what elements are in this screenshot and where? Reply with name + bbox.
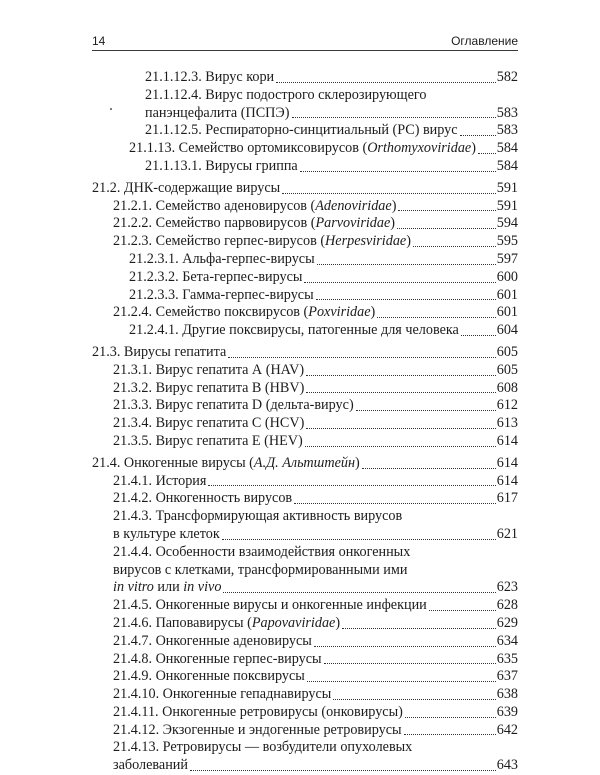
- dot-leader: [307, 681, 496, 682]
- dot-leader: [460, 135, 496, 136]
- entry-text: 21.2.1. Семейство аденовирусов (: [113, 197, 316, 214]
- toc-entry-title: [113, 597, 427, 615]
- toc-entry-title: [113, 490, 292, 508]
- dot-leader: [222, 539, 496, 540]
- dot-leader: [208, 485, 495, 486]
- entry-text: 21.4.8. Онкогенные герпес-вирусы: [113, 650, 322, 667]
- entry-text: 21.2.3.1. Альфа-герпес-вирусы: [129, 250, 315, 267]
- entry-text: 21.4.6. Паповавирусы (: [113, 614, 252, 631]
- entry-text: 21.4.11. Онкогенные ретровирусы (онковирусы): [113, 703, 403, 720]
- toc-entry-title: [113, 704, 403, 722]
- page-number-ref: 594: [496, 215, 518, 232]
- entry-text: 21.3. Вирусы гепатита: [92, 343, 227, 360]
- dot-leader: [377, 317, 495, 318]
- page-number-ref: 608: [496, 379, 518, 396]
- dot-leader: [397, 228, 496, 229]
- entry-italic-text: Parvoviridae: [315, 215, 391, 232]
- toc-entry: [92, 87, 518, 105]
- entry-text: 21.4.12. Экзогенные и эндогенные ретровирусы: [113, 721, 402, 738]
- toc-entry: [92, 704, 518, 722]
- dot-leader: [316, 299, 496, 300]
- toc-entry-title: [129, 251, 315, 269]
- dot-leader: [304, 282, 495, 283]
- page-header: [92, 30, 518, 51]
- entry-text: 21.4.10. Онкогенные гепаднавирусы: [113, 686, 332, 703]
- toc-entry: [92, 344, 518, 362]
- toc-entry-title: [113, 739, 412, 755]
- dot-leader: [404, 734, 496, 735]
- entry-italic-text: Orthomyxoviridae: [367, 140, 472, 157]
- dot-leader: [333, 699, 495, 700]
- dot-leader: [223, 592, 495, 593]
- page-number-ref: 601: [496, 286, 518, 303]
- toc-entry-title: [113, 526, 220, 544]
- dot-leader: [356, 410, 496, 411]
- dot-leader: [306, 375, 496, 376]
- toc-entry: [92, 180, 518, 198]
- toc-entry-title: [113, 362, 304, 380]
- toc-entry-title: [113, 651, 322, 669]
- toc-entry: [92, 215, 518, 233]
- entry-text: 21.1.12.5. Респираторно-синцитиальный (РС) вирус: [145, 122, 458, 139]
- toc-entry-title: [113, 415, 304, 433]
- dot-leader: [317, 264, 496, 265]
- toc-entry: [92, 304, 518, 322]
- dot-leader: [190, 770, 496, 771]
- toc-entry-title: [129, 322, 459, 340]
- entry-italic-text: Poxviridae: [308, 304, 371, 321]
- toc-entry: [92, 668, 518, 686]
- toc-entry: [92, 397, 518, 415]
- toc-entry-title: [145, 122, 458, 140]
- toc-entry: [92, 322, 518, 340]
- page-number-ref: 643: [496, 757, 518, 774]
- toc-entry: [92, 122, 518, 140]
- entry-text: 21.2.2. Семейство парвовирусов (: [113, 215, 316, 232]
- page-number-ref: 601: [496, 304, 518, 321]
- toc-entry: [92, 415, 518, 433]
- running-title: Оглавление: [451, 34, 518, 48]
- entry-text: 21.4.1. История: [113, 472, 207, 489]
- dot-leader: [461, 335, 496, 336]
- toc-entry-title: [113, 722, 402, 740]
- page-number-ref: 614: [496, 472, 518, 489]
- toc-entry-title: [113, 473, 206, 491]
- dot-leader: [276, 82, 496, 83]
- toc-entry: [92, 455, 518, 473]
- toc-entry: [92, 757, 518, 775]
- page-number-ref: 612: [496, 397, 518, 414]
- toc-entry-title: [145, 87, 426, 103]
- toc-entry: [92, 473, 518, 491]
- dot-leader: [228, 357, 495, 358]
- page-number-ref: 629: [496, 614, 518, 631]
- toc-entry: [92, 158, 518, 176]
- dot-leader: [314, 646, 496, 647]
- entry-text: 21.2.4.1. Другие поксвирусы, патогенные для человека: [129, 322, 459, 339]
- entry-text: ): [355, 454, 360, 471]
- page-number-ref: 584: [496, 140, 518, 157]
- page-number-ref: 584: [496, 157, 518, 174]
- entry-text: 21.1.12.3. Вирус кори: [145, 69, 275, 85]
- toc-entry: [92, 686, 518, 704]
- toc-entry: [92, 597, 518, 615]
- entry-text: 21.4.9. Онкогенные поксвирусы: [113, 668, 305, 685]
- entry-text: 21.3.5. Вирус гепатита Е (HEV): [113, 432, 303, 449]
- page-number-ref: 638: [496, 686, 518, 703]
- page-number-ref: 634: [496, 632, 518, 649]
- page-number-ref: 600: [496, 268, 518, 285]
- table-of-contents: [92, 69, 518, 775]
- entry-text: 21.3.1. Вирус гепатита А (HAV): [113, 361, 305, 378]
- toc-entry: [92, 633, 518, 651]
- toc-entry-title: [145, 69, 274, 87]
- toc-entry: [92, 739, 518, 757]
- entry-text: 21.1.12.4. Вирус подострого склерозирующего: [145, 86, 427, 103]
- entry-text: в культуре клеток: [113, 525, 220, 542]
- toc-entry-title: [113, 579, 221, 597]
- page-number-ref: 614: [496, 432, 518, 449]
- page-number-ref: 642: [496, 721, 518, 738]
- dot-leader: [405, 717, 496, 718]
- toc-entry-title: [92, 455, 360, 473]
- toc-entry-title: [129, 287, 314, 305]
- toc-entry-title: [113, 304, 375, 322]
- page-number-ref: 623: [496, 579, 518, 596]
- entry-text: вирусов с клетками, трансформированными ими: [113, 561, 408, 578]
- page-number-ref: 605: [496, 343, 518, 360]
- entry-text: 21.2.3.2. Бета-герпес-вирусы: [129, 268, 303, 285]
- page-number-ref: 621: [496, 525, 518, 542]
- toc-entry: [92, 615, 518, 633]
- toc-entry-title: [113, 433, 303, 451]
- dot-leader: [478, 153, 496, 154]
- toc-entry-title: [129, 140, 476, 158]
- toc-entry: [92, 508, 518, 526]
- entry-text: или: [153, 579, 184, 596]
- toc-entry: [92, 722, 518, 740]
- entry-text: 21.4. Онкогенные вирусы (: [92, 454, 254, 471]
- entry-text: 21.1.13.1. Вирусы гриппа: [145, 157, 298, 174]
- toc-entry: [92, 433, 518, 451]
- toc-entry-title: [113, 615, 340, 633]
- entry-text: ): [391, 197, 397, 214]
- entry-text: 21.4.5. Онкогенные вирусы и онкогенные инфекции: [113, 597, 427, 614]
- entry-italic-text: in vivo: [183, 579, 222, 596]
- entry-italic-text: in vitro: [113, 579, 154, 596]
- toc-entry: [92, 198, 518, 216]
- page-number-ref: 583: [496, 104, 518, 121]
- toc-entry-title: [113, 562, 407, 578]
- dot-leader: [362, 468, 496, 469]
- toc-entry: [92, 490, 518, 508]
- entry-text: 21.2.3. Семейство герпес-вирусов (: [113, 233, 326, 250]
- toc-entry: [92, 269, 518, 287]
- toc-entry: [92, 579, 518, 597]
- dot-leader: [413, 246, 496, 247]
- entry-text: 21.2.4. Семейство поксвирусов (: [113, 304, 309, 321]
- dot-leader: [282, 193, 496, 194]
- toc-entry-title: [145, 158, 298, 176]
- toc-entry: [92, 287, 518, 305]
- entry-text: 21.2. ДНК-содержащие вирусы: [92, 179, 281, 196]
- dot-leader: [429, 610, 496, 611]
- page-number-ref: 613: [496, 415, 518, 432]
- page-number-ref: 582: [496, 69, 518, 85]
- entry-italic-text: А.Д. Альтштейн: [253, 454, 356, 471]
- page-number-ref: 597: [496, 250, 518, 267]
- toc-entry: [92, 562, 518, 580]
- entry-text: ): [370, 304, 376, 321]
- toc-entry-title: [113, 215, 395, 233]
- entry-text: 21.2.3.3. Гамма-герпес-вирусы: [129, 286, 314, 303]
- dot-leader: [306, 428, 495, 429]
- toc-entry: [92, 69, 518, 87]
- toc-entry-title: [113, 668, 305, 686]
- toc-entry-title: [113, 508, 402, 524]
- toc-entry-title: [113, 757, 188, 775]
- toc-entry: [92, 140, 518, 158]
- page-number-ref: 614: [496, 454, 518, 471]
- toc-entry-title: [113, 686, 331, 704]
- page-number: 14: [92, 34, 106, 48]
- toc-entry-title: [113, 397, 354, 415]
- dot-leader: [306, 392, 495, 393]
- toc-entry-title: [113, 544, 410, 560]
- page-number-ref: 591: [496, 197, 518, 214]
- page-number-ref: 591: [496, 179, 518, 196]
- toc-entry-title: [145, 105, 290, 123]
- toc-entry-title: [113, 233, 411, 251]
- page-number-ref: 583: [496, 122, 518, 139]
- entry-text: 21.4.2. Онкогенность вирусов: [113, 490, 293, 507]
- entry-text: панэнцефалита (ПСПЭ): [145, 104, 290, 121]
- entry-italic-text: Adenoviridae: [315, 197, 392, 214]
- toc-entry: [92, 233, 518, 251]
- entry-text: ): [406, 233, 411, 250]
- toc-entry: [92, 362, 518, 380]
- page-number-ref: 604: [496, 322, 518, 339]
- page-number-ref: 637: [496, 668, 518, 685]
- toc-entry-title: [129, 269, 302, 287]
- toc-entry: [92, 380, 518, 398]
- entry-text: 21.3.4. Вирус гепатита С (HCV): [113, 415, 305, 432]
- entry-text: 21.4.4. Особенности взаимодействия онкогенных: [113, 543, 411, 560]
- dot-leader: [300, 171, 496, 172]
- page-number-ref: 617: [496, 490, 518, 507]
- toc-entry: [92, 251, 518, 269]
- entry-text: 21.3.2. Вирус гепатита В (HBV): [113, 379, 305, 396]
- toc-entry-title: [92, 180, 280, 198]
- dot-leader: [342, 628, 496, 629]
- entry-text: 21.3.3. Вирус гепатита D (дельта-вирус): [113, 397, 354, 414]
- page-number-ref: 628: [496, 597, 518, 614]
- entry-text: 21.4.13. Ретровирусы — возбудители опухолевых: [113, 739, 413, 756]
- entry-text: ): [471, 140, 476, 157]
- entry-text: ): [390, 215, 396, 232]
- entry-text: 21.4.7. Онкогенные аденовирусы: [113, 632, 312, 649]
- dot-leader: [294, 503, 496, 504]
- toc-entry-title: [92, 344, 226, 362]
- toc-entry-title: [113, 633, 312, 651]
- entry-text: заболеваний: [113, 757, 188, 774]
- toc-entry-title: [113, 198, 396, 216]
- entry-text: ): [335, 614, 341, 631]
- toc-entry: [92, 651, 518, 669]
- toc-entry: [92, 526, 518, 544]
- dot-leader: [398, 210, 495, 211]
- entry-italic-text: Papovaviridae: [251, 614, 336, 631]
- dot-leader: [324, 663, 496, 664]
- page-number-ref: 595: [496, 233, 518, 250]
- page-number-ref: 639: [496, 703, 518, 720]
- toc-entry-title: [113, 380, 304, 398]
- page-number-ref: 605: [496, 361, 518, 378]
- dot-leader: [292, 117, 496, 118]
- toc-entry: [92, 544, 518, 562]
- entry-italic-text: Herpesviridae: [325, 233, 407, 250]
- entry-text: 21.4.3. Трансформирующая активность вирусов: [113, 508, 403, 525]
- page-number-ref: 635: [496, 650, 518, 667]
- dot-leader: [305, 446, 496, 447]
- entry-text: 21.1.13. Семейство ортомиксовирусов (: [129, 140, 368, 157]
- toc-entry: [92, 105, 518, 123]
